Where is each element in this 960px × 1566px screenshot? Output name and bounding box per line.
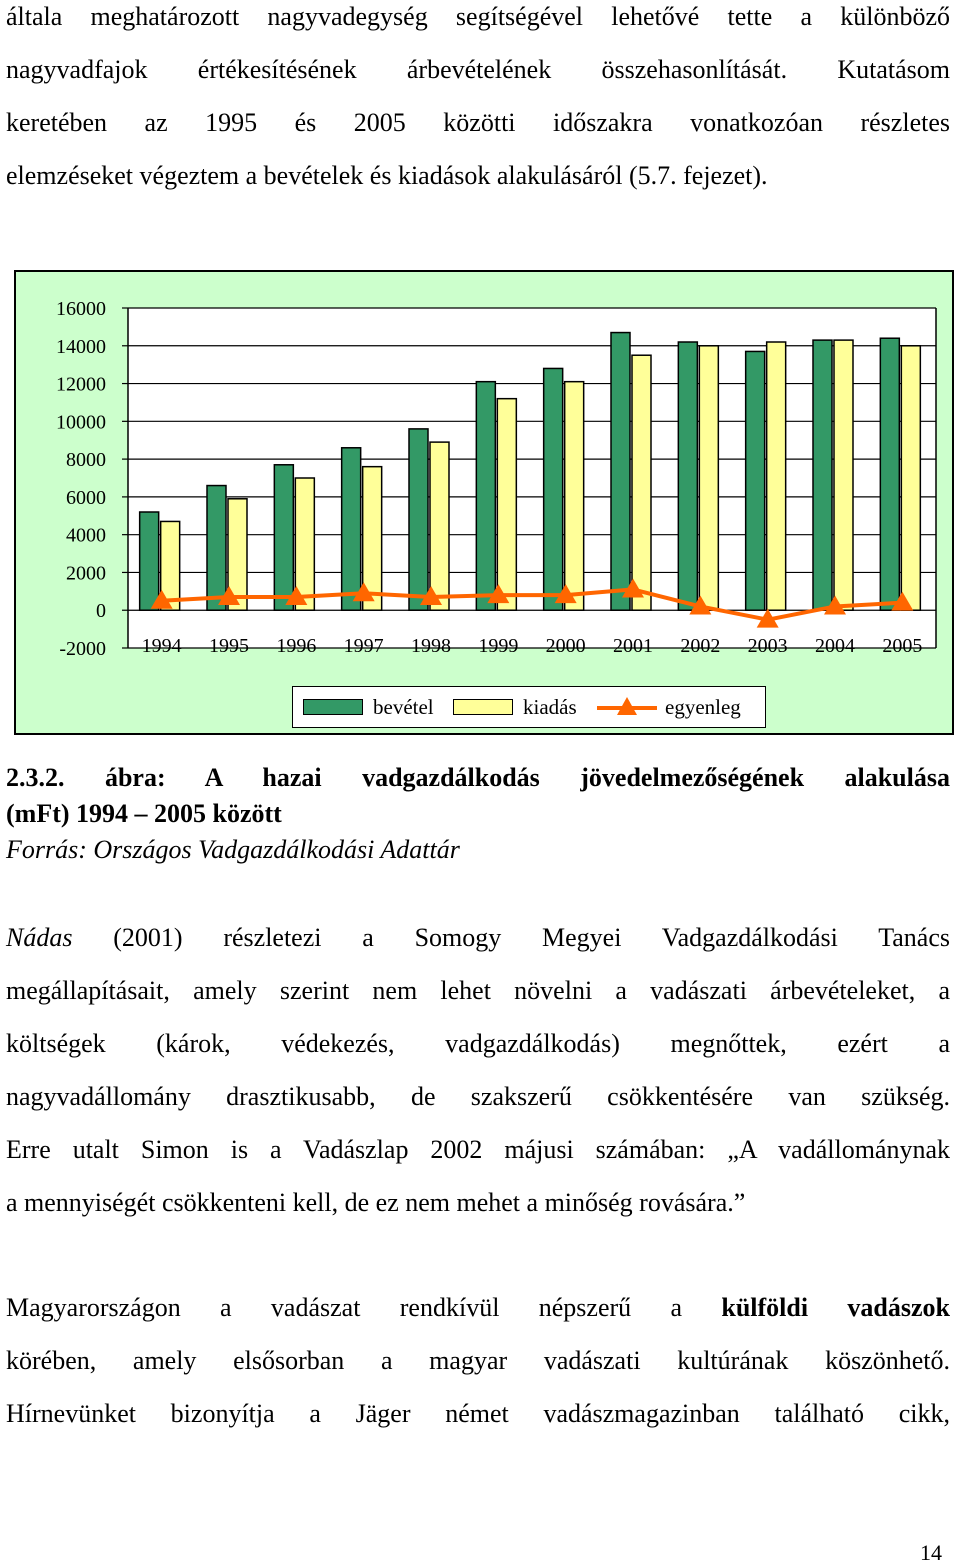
y-tick-label: 2000 — [66, 562, 106, 585]
bar-kiadas — [834, 340, 853, 610]
bar-bevetel — [813, 340, 832, 610]
bar-bevetel — [409, 429, 428, 610]
bar-kiadas — [565, 382, 584, 611]
x-tick-label: 1996 — [276, 635, 317, 657]
x-tick-label: 2005 — [882, 635, 923, 657]
x-tick-label: 2004 — [815, 635, 855, 657]
y-tick-label: -2000 — [59, 638, 106, 660]
y-tick-label: 4000 — [66, 524, 106, 547]
bar-bevetel — [544, 368, 563, 610]
text-line: körében, amely elsősorban a magyar vadászati kultúrának köszönhető. — [6, 1346, 950, 1375]
bar-bevetel — [678, 342, 697, 610]
text-line: megállapításait, amely szerint nem lehet növelni a vadászati árbevételeket, a — [6, 976, 950, 1005]
bar-bevetel — [746, 351, 765, 610]
text-span: Magyarországon a vadászat rendkívül népszerű a — [6, 1293, 683, 1322]
caption-title-cont: (mFt) 1994 – 2005 között — [6, 799, 282, 828]
legend-swatch-kiadas — [453, 699, 513, 715]
bar-bevetel — [611, 333, 630, 611]
legend-line-egyenleg — [595, 694, 659, 720]
legend-label: egyenleg — [665, 695, 741, 719]
x-tick-label: 1998 — [411, 635, 451, 657]
bar-bevetel — [476, 382, 495, 611]
x-tick-label: 1994 — [141, 635, 182, 657]
text-line: Erre utalt Simon is a Vadászlap 2002 májusi számában: „A vadállománynak — [6, 1135, 950, 1164]
page-number: 14 — [920, 1540, 942, 1565]
bar-bevetel — [342, 448, 361, 610]
y-tick-label: 0 — [96, 600, 106, 623]
text-line: nagyvadfajok értékesítésének árbevételének összehasonlítását. Kutatásom — [6, 55, 950, 84]
text-line: a mennyiségét csökkenteni kell, de ez nem mehet a minőség rovására.” — [6, 1188, 746, 1217]
y-tick-label: 12000 — [56, 373, 106, 396]
bold-phrase: külföldi vadászok — [721, 1293, 950, 1322]
bar-kiadas — [632, 355, 651, 610]
bar-kiadas — [767, 342, 786, 610]
text-line: Hírnevünket bizonyítja a Jäger német vadászmagazinban található cikk, — [6, 1399, 950, 1428]
text-line: általa meghatározott nagyvadegység segítségével lehetővé tette a különböző — [6, 2, 950, 31]
caption-title: A hazai vadgazdálkodás jövedelmezőségének alakulása — [204, 763, 950, 792]
bar-bevetel — [140, 512, 159, 610]
legend-swatch-bevetel — [303, 699, 363, 715]
bar-kiadas — [699, 346, 718, 610]
figure-caption — [6, 760, 950, 868]
caption-source: Forrás: Országos Vadgazdálkodási Adattár — [6, 835, 460, 864]
caption-number: 2.3.2. ábra: — [6, 763, 166, 792]
y-tick-label: 8000 — [66, 449, 106, 472]
x-tick-label: 1999 — [478, 635, 519, 657]
bar-kiadas — [497, 399, 516, 611]
text-line — [6, 911, 950, 964]
bar-kiadas — [901, 346, 920, 610]
income-chart — [0, 0, 960, 760]
y-tick-label: 14000 — [56, 335, 106, 358]
bar-bevetel — [274, 465, 293, 610]
x-tick-label: 2001 — [613, 635, 653, 657]
bar-kiadas — [430, 442, 449, 610]
hungary-paragraph — [6, 1281, 950, 1440]
y-tick-label: 6000 — [66, 486, 106, 509]
legend-label: bevétel — [373, 695, 434, 719]
x-tick-label: 2000 — [545, 635, 586, 657]
author-name: Nádas — [6, 923, 73, 952]
chart-legend — [292, 686, 766, 728]
nadas-paragraph — [6, 911, 950, 1229]
caption-line — [6, 760, 950, 796]
text-line: keretében az 1995 és 2005 közötti időszakra vonatkozóan részletes — [6, 108, 950, 137]
x-tick-label: 2003 — [747, 635, 788, 657]
text-span: (2001) részletezi a Somogy Megyei Vadgazdálkodási Tanács — [113, 923, 951, 952]
bar-bevetel — [880, 338, 899, 610]
text-line: nagyvadállomány drasztikusabb, de szakszerű csökkentésére van szükség. — [6, 1082, 950, 1111]
text-line: elemzéseket végeztem a bevételek és kiadások alakulásáról (5.7. fejezet). — [6, 161, 768, 190]
legend-label: kiadás — [523, 695, 577, 719]
text-line: költségek (károk, védekezés, vadgazdálkodás) megnőttek, ezért a — [6, 1029, 950, 1058]
text-line — [6, 1281, 950, 1334]
bar-bevetel — [207, 486, 226, 611]
x-tick-label: 1995 — [209, 635, 249, 657]
x-tick-label: 2002 — [680, 635, 721, 657]
y-tick-label: 16000 — [56, 298, 106, 320]
x-tick-label: 1997 — [343, 635, 384, 657]
y-tick-label: 10000 — [56, 411, 106, 434]
